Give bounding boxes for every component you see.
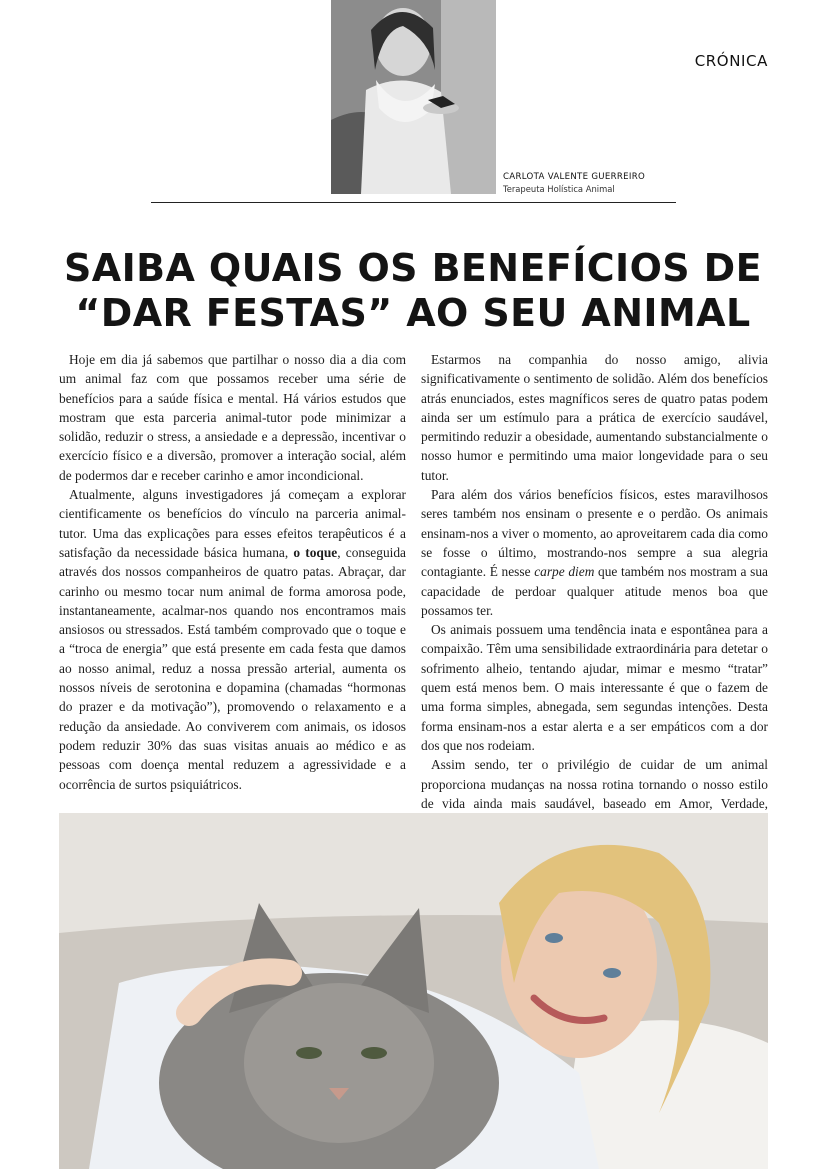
paragraph-text: Assim sendo, ter o privilégio de cuidar de um animal proporciona mudanças na nossa rotina tornando o nosso estilo de vida ainda mais saudável, baseado em Amor, Verdade, bbox=[421, 757, 768, 811]
paragraph-text: Para além dos vários benefícios físicos, estes maravilhosos seres também nos ensinam o presente e o perdão. Os animais ensinam-nos a viver o momento, ao aproveitarem cada dia como se fosse o último, mostrando-nos sempre a sua alegria contagiante. É nesse bbox=[421, 487, 768, 580]
paragraph: Hoje em dia já sabemos que partilhar o nosso dia a dia com um animal faz com que possamos receber uma série de benefícios para a saúde física e mental. Há vários estudos que mostram que esta parceria animal-tutor pode minimizar a solidão, reduzir o stress, a ansiedade e a depressão, incentivar o exercício físico e a diversão, promover a interação social, além de podermos dar e receber carinho e amor incondicional. bbox=[59, 352, 406, 483]
paragraph-text: que também nos mostram a sua capacidade de perdoar qualquer atitude menos boa que possamos ter. bbox=[421, 564, 768, 618]
paragraph-text: , conseguida através dos nossos companheiros de quatro patas. Abraçar, dar carinho ou mesmo tocar num animal de forma amorosa pode, instantaneamente, acalmar-nos quando nos encontramos mais ansiosos ou stressados. Está também comprovado que o toque e a “troca de energia” que está presente em cada festa que damos ao nosso animal, reduz a nossa pressão arterial, aumenta os nossos níveis de serotonina e dopamina (chamadas “hormonas do prazer e da motivação”), promovendo o relaxamento e a redução da ansiedade. Ao conviverem com animais, os idosos podem reduzir 30% das suas visitas anuais ao médico e as pessoas com doença mental reduzem a agressividade e a ocorrência de surtos psiquiátricos. bbox=[59, 544, 406, 792]
author-role: Terapeuta Holística Animal bbox=[503, 184, 615, 194]
paragraph-text: Atualmente, alguns investigadores já começam a explorar cientificamente os benefícios do vínculo na parceria animal-tutor. Uma das explicações para esses efeitos terapêuticos é a satisfação da necessidade básica humana, bbox=[59, 487, 406, 560]
article-title-line-1: SAIBA QUAIS OS BENEFÍCIOS DE bbox=[64, 246, 762, 290]
paragraph: Estarmos na companhia do nosso amigo, alivia significativamente o sentimento de solidão. Além dos benefícios atrás enunciados, estes magníficos seres de quatro patas podem ainda ser um estímulo para a prática de exercício saudável, permitindo reduzir a obesidade, aumentando substancialmente o nosso humor e permitindo uma maior longevidade para o seu tutor. bbox=[421, 352, 768, 483]
article-column-right bbox=[421, 350, 768, 832]
author-photo bbox=[331, 0, 496, 194]
section-label: CRÓNICA bbox=[694, 52, 768, 70]
author-name: CARLOTA VALENTE GUERREIRO bbox=[503, 172, 646, 182]
article-title bbox=[40, 246, 786, 336]
paragraph bbox=[59, 485, 406, 794]
emphasis-bold: o toque bbox=[293, 544, 338, 560]
article-column-left bbox=[59, 350, 406, 794]
paragraph bbox=[421, 485, 768, 620]
paragraph: Os animais possuem uma tendência inata e espontânea para a compaixão. Têm uma sensibilidade extraordinária para detetar o sofrimento alheio, tentando ajudar, mimar e mesmo “tratar” quem está menos bem. O mais interessante é que o fazem de uma forma simples, abnegada, sem segundas intenções. Desta forma ensinam-nos a estar alerta e a ser empáticos com a dor dos que nos rodeiam. bbox=[421, 622, 768, 753]
article-title-line-2: “DAR FESTAS” AO SEU ANIMAL bbox=[75, 291, 751, 335]
article-photo bbox=[59, 813, 768, 1169]
header-divider bbox=[151, 202, 676, 203]
emphasis-italic: carpe diem bbox=[534, 564, 595, 580]
